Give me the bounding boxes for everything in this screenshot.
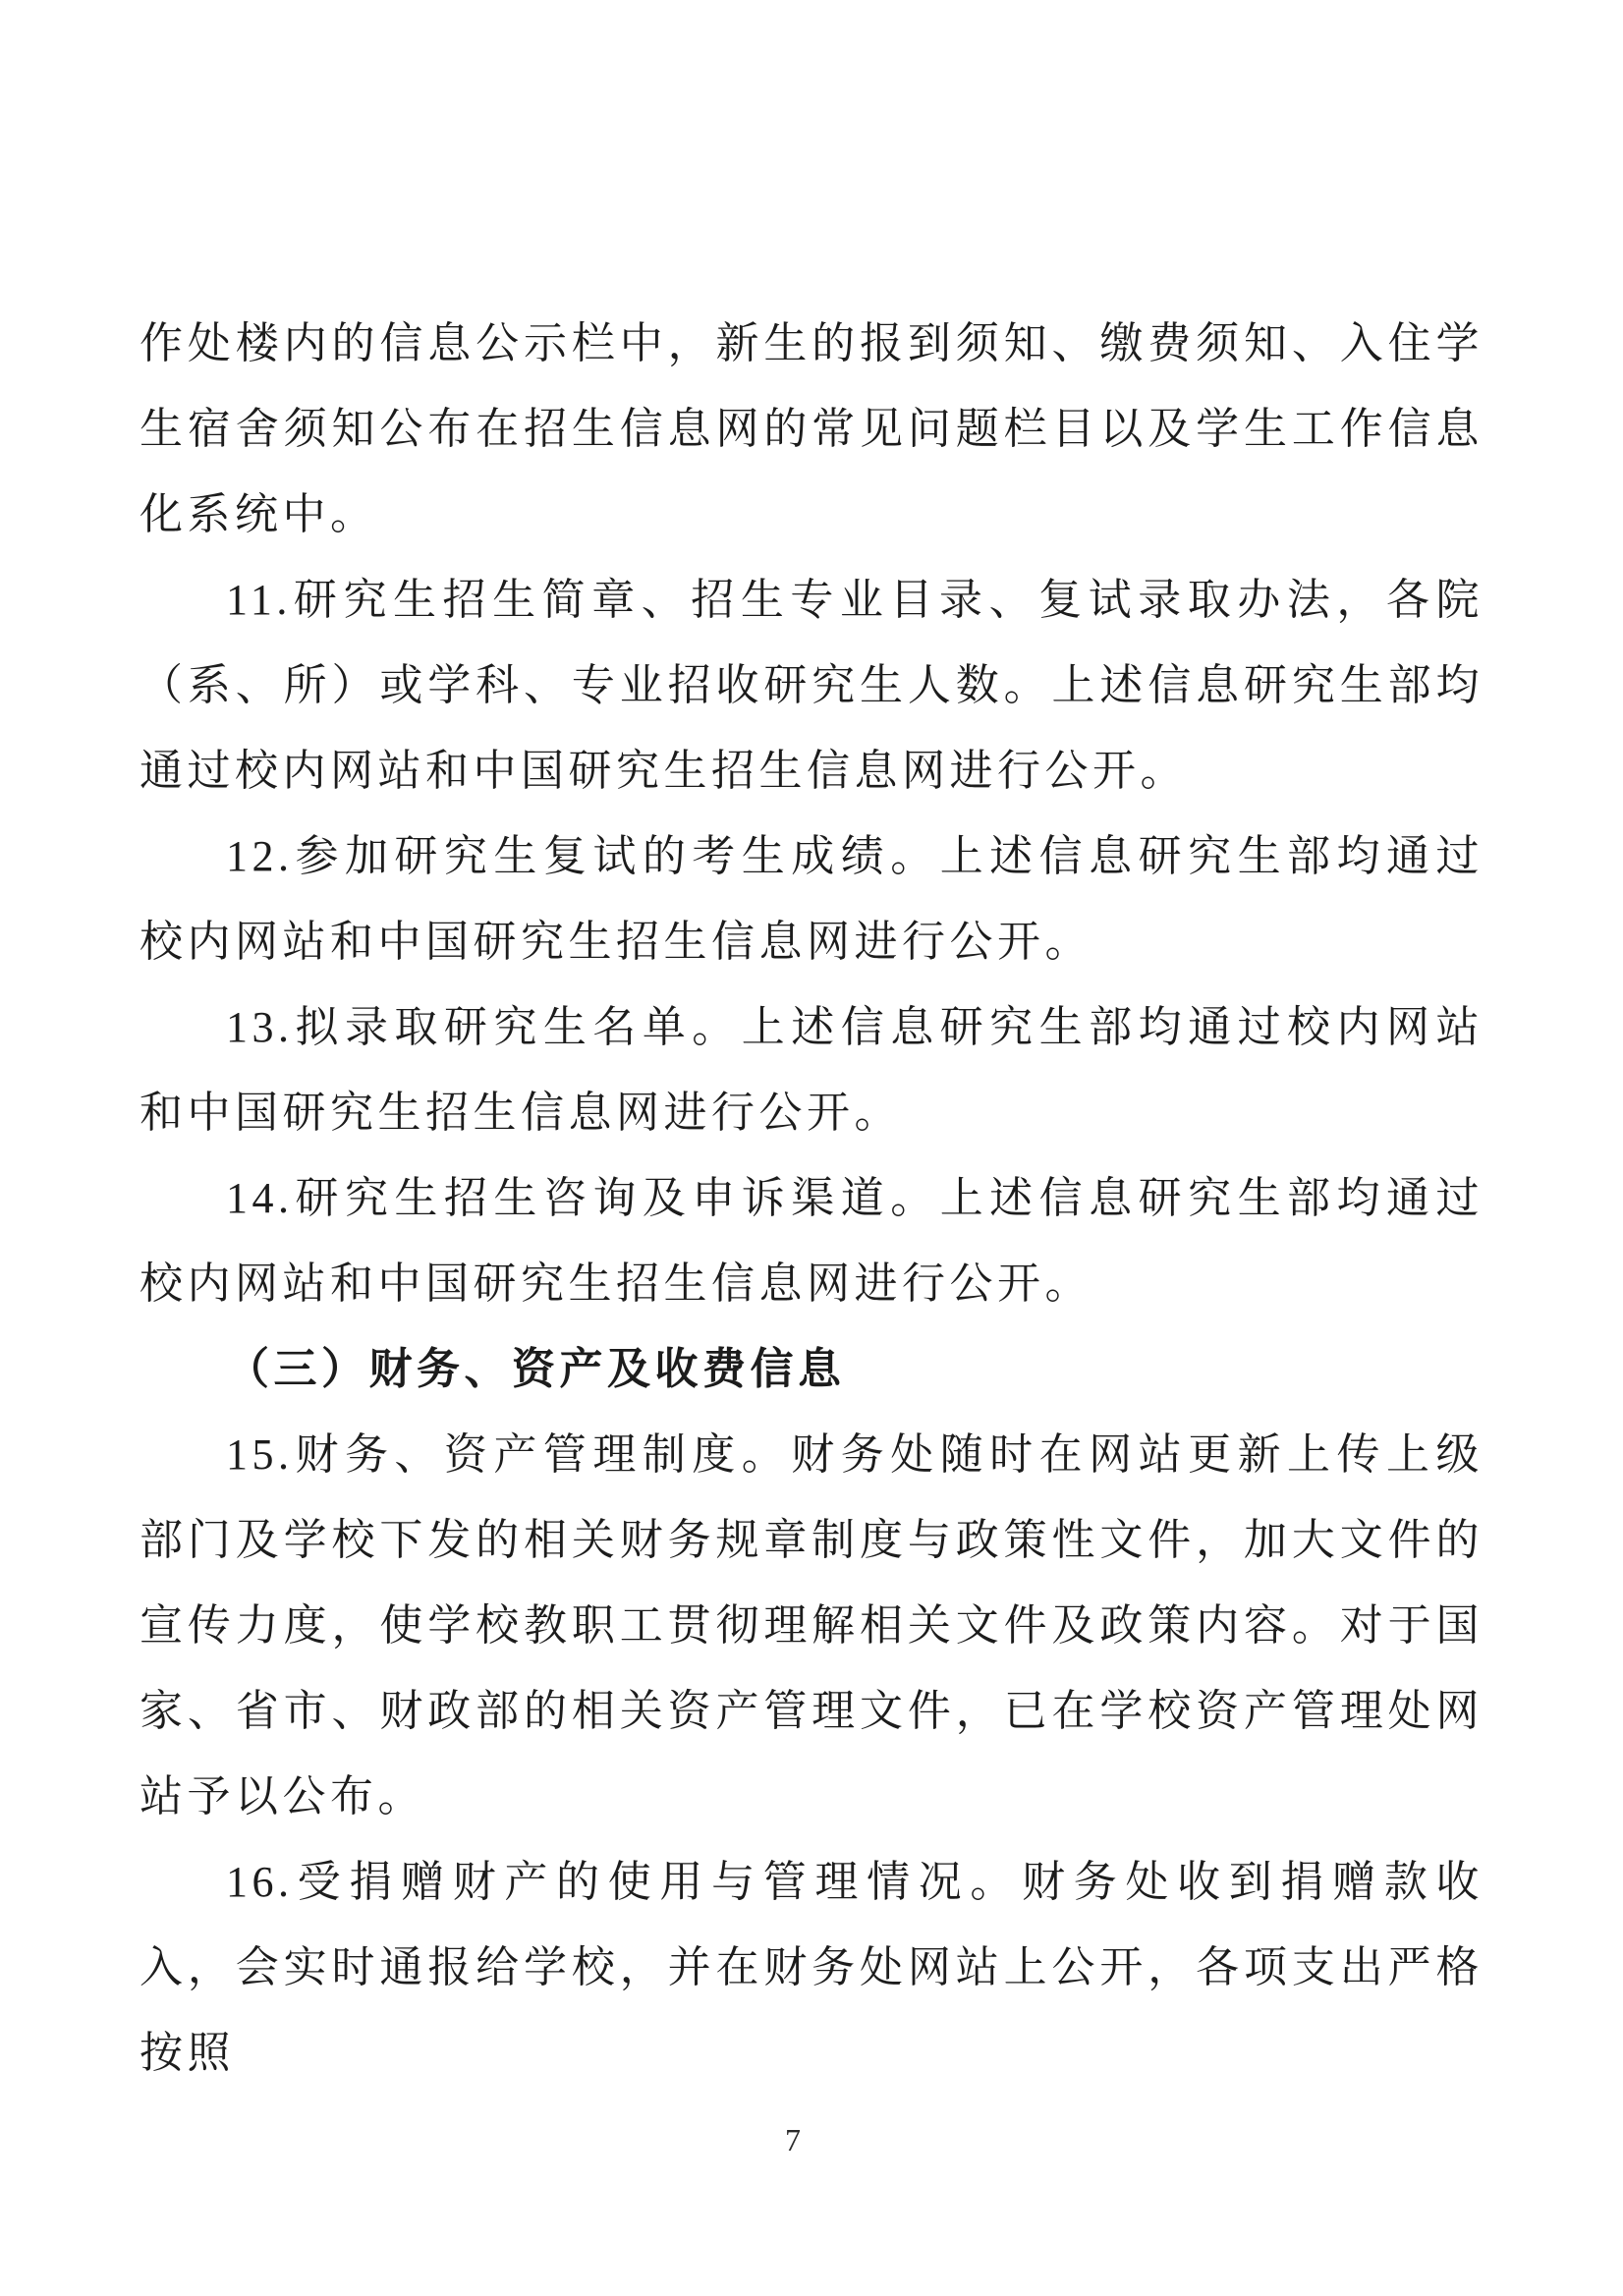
paragraph-item-16: 16.受捐赠财产的使用与管理情况。财务处收到捐赠款收入，会实时通报给学校，并在财务处网站上公开，各项支出严格按照 — [140, 1858, 1483, 2077]
paragraph-item-12: 12.参加研究生复试的考生成绩。上述信息研究生部均通过校内网站和中国研究生招生信息网进行公开。 — [140, 832, 1483, 966]
section-heading-finance: （三）财务、资产及收费信息 — [226, 1345, 846, 1393]
page-footer — [140, 2120, 1446, 2159]
paragraph-item-14: 14.研究生招生咨询及申诉渠道。上述信息研究生部均通过校内网站和中国研究生招生信息网进行公开。 — [140, 1174, 1483, 1308]
page-number: 7 — [785, 2122, 801, 2157]
paragraph-item-13: 13.拟录取研究生名单。上述信息研究生部均通过校内网站和中国研究生招生信息网进行公开。 — [140, 1003, 1483, 1137]
paragraph-continuation: 作处楼内的信息公示栏中，新生的报到须知、缴费须知、入住学生宿舍须知公布在招生信息网的常见问题栏目以及学生工作信息化系统中。 — [140, 319, 1483, 538]
paragraph-item-15: 15.财务、资产管理制度。财务处随时在网站更新上传上级部门及学校下发的相关财务规章制度与政策性文件，加大文件的宣传力度，使学校教职工贯彻理解相关文件及政策内容。对于国家、省市、财政部的相关资产管理文件，已在学校资产管理处网站予以公布。 — [140, 1430, 1483, 1820]
document-body — [140, 301, 1483, 2096]
paragraph-item-11: 11.研究生招生简章、招生专业目录、复试录取办法，各院（系、所）或学科、专业招收研究生人数。上述信息研究生部均通过校内网站和中国研究生招生信息网进行公开。 — [140, 576, 1483, 795]
